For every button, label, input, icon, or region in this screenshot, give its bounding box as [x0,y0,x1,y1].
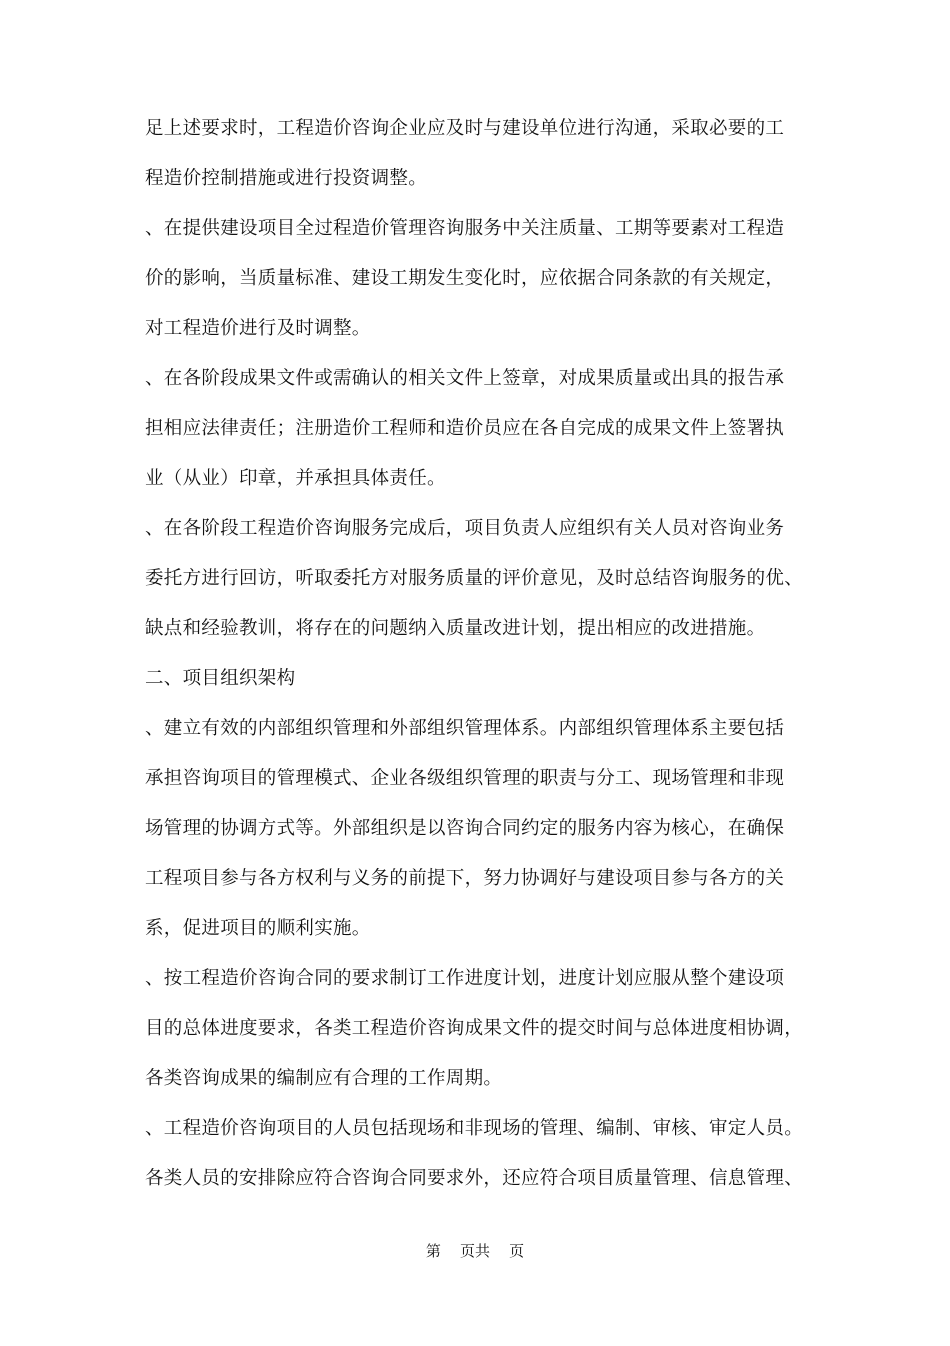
text-line: 对工程造价进行及时调整。 [145,318,371,339]
text-line: 各类咨询成果的编制应有合理的工作周期。 [145,1068,503,1089]
text-line: 、在提供建设项目全过程造价管理咨询服务中关注质量、工期等要素对工程造 [145,218,785,239]
text-line: 、建立有效的内部组织管理和外部组织管理体系。内部组织管理体系主要包括 [145,718,785,739]
document-body [145,104,810,1204]
text-line: 、工程造价咨询项目的人员包括现场和非现场的管理、编制、审核、审定人员。 [145,1118,804,1139]
text-line: 、在各阶段成果文件或需确认的相关文件上签章，对成果质量或出具的报告承 [145,368,785,389]
text-line: 各类人员的安排除应符合咨询合同要求外，还应符合项目质量管理、信息管理、 [145,1168,804,1189]
section-heading: 二、项目组织架构 [145,668,296,689]
text-line: 工程项目参与各方权利与义务的前提下，努力协调好与建设项目参与各方的关 [145,868,785,889]
text-line: 系，促进项目的顺利实施。 [145,918,371,939]
text-line: 足上述要求时，工程造价咨询企业应及时与建设单位进行沟通，采取必要的工 [145,118,785,139]
text-line: 、按工程造价咨询合同的要求制订工作进度计划，进度计划应服从整个建设项 [145,968,785,989]
text-line: 承担咨询项目的管理模式、企业各级组织管理的职责与分工、现场管理和非现 [145,768,785,789]
page-number-footer: 第 页共 页 [425,1242,525,1260]
text-line: 、在各阶段工程造价咨询服务完成后，项目负责人应组织有关人员对咨询业务 [145,518,785,539]
text-line: 价的影响，当质量标准、建设工期发生变化时，应依据合同条款的有关规定， [145,268,785,289]
text-line: 业（从业）印章，并承担具体责任。 [145,468,446,489]
text-line: 目的总体进度要求，各类工程造价咨询成果文件的提交时间与总体进度相协调， [145,1018,804,1039]
text-line: 委托方进行回访，听取委托方对服务质量的评价意见，及时总结咨询服务的优、 [145,568,804,589]
text-line: 担相应法律责任；注册造价工程师和造价员应在各自完成的成果文件上签署执 [145,418,785,439]
text-line: 场管理的协调方式等。外部组织是以咨询合同约定的服务内容为核心，在确保 [145,818,785,839]
text-line: 缺点和经验教训，将存在的问题纳入质量改进计划，提出相应的改进措施。 [145,618,766,639]
text-line: 程造价控制措施或进行投资调整。 [145,168,428,189]
